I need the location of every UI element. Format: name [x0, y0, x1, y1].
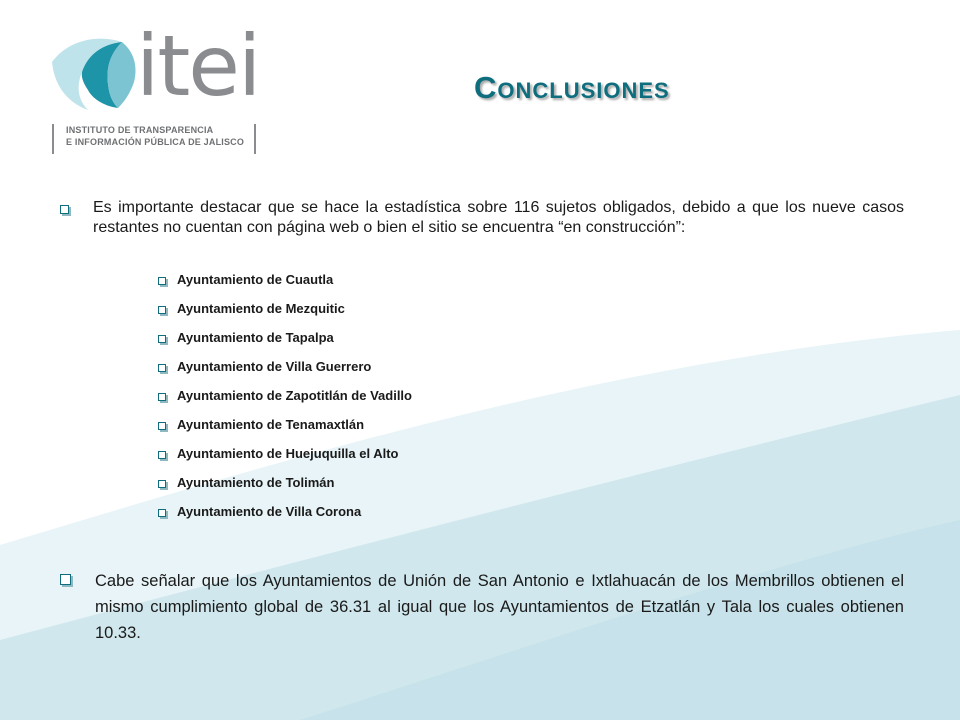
- slide-content: [60, 198, 904, 642]
- list-item: Ayuntamiento de Tolimán: [158, 475, 412, 504]
- square-bullet-icon: [158, 393, 166, 401]
- square-bullet-icon: [158, 422, 166, 430]
- square-bullet-icon: [60, 205, 69, 214]
- logo-subtitle-line1: INSTITUTO DE TRANSPARENCIA: [66, 125, 214, 135]
- municipality-list: [158, 272, 412, 533]
- logo-mark-icon: [48, 32, 148, 112]
- conclusion-text: Cabe señalar que los Ayuntamientos de Unión de San Antonio e Ixtlahuacán de los Membrillos obtienen el mismo cumplimiento global de 36.31 al igual que los Ayuntamientos de Etzatlán y Tala los cuales obtienen 10.33.: [95, 572, 904, 642]
- itei-logo: [40, 17, 270, 160]
- logo-wordmark: itei: [136, 17, 260, 115]
- list-item: Ayuntamiento de Huejuquilla el Alto: [158, 446, 412, 475]
- logo-subtitle: [52, 124, 256, 154]
- square-bullet-icon: [158, 509, 166, 517]
- square-bullet-icon: [158, 364, 166, 372]
- square-bullet-icon: [158, 306, 166, 314]
- list-item: Ayuntamiento de Mezquitic: [158, 301, 412, 330]
- list-item: Ayuntamiento de Cuautla: [158, 272, 412, 301]
- list-item: Ayuntamiento de Tenamaxtlán: [158, 417, 412, 446]
- square-bullet-icon: [158, 335, 166, 343]
- square-bullet-icon: [158, 451, 166, 459]
- logo-subtitle-line2: E INFORMACIÓN PÚBLICA DE JALISCO: [66, 137, 245, 147]
- square-bullet-icon: [60, 574, 71, 585]
- square-bullet-icon: [158, 277, 166, 285]
- conclusion-paragraph: [60, 568, 904, 646]
- square-bullet-icon: [158, 480, 166, 488]
- list-item: Ayuntamiento de Tapalpa: [158, 330, 412, 359]
- intro-paragraph: [60, 198, 904, 238]
- list-item: Ayuntamiento de Villa Corona: [158, 504, 412, 533]
- list-item: Ayuntamiento de Villa Guerrero: [158, 359, 412, 388]
- list-item: Ayuntamiento de Zapotitlán de Vadillo: [158, 388, 412, 417]
- intro-text: Es importante destacar que se hace la estadística sobre 116 sujetos obligados, debido a que los nueve casos restantes no cuentan con página web o bien el sitio se encuentra “en construcción”:: [93, 199, 904, 236]
- page-title: Conclusiones: [474, 70, 670, 105]
